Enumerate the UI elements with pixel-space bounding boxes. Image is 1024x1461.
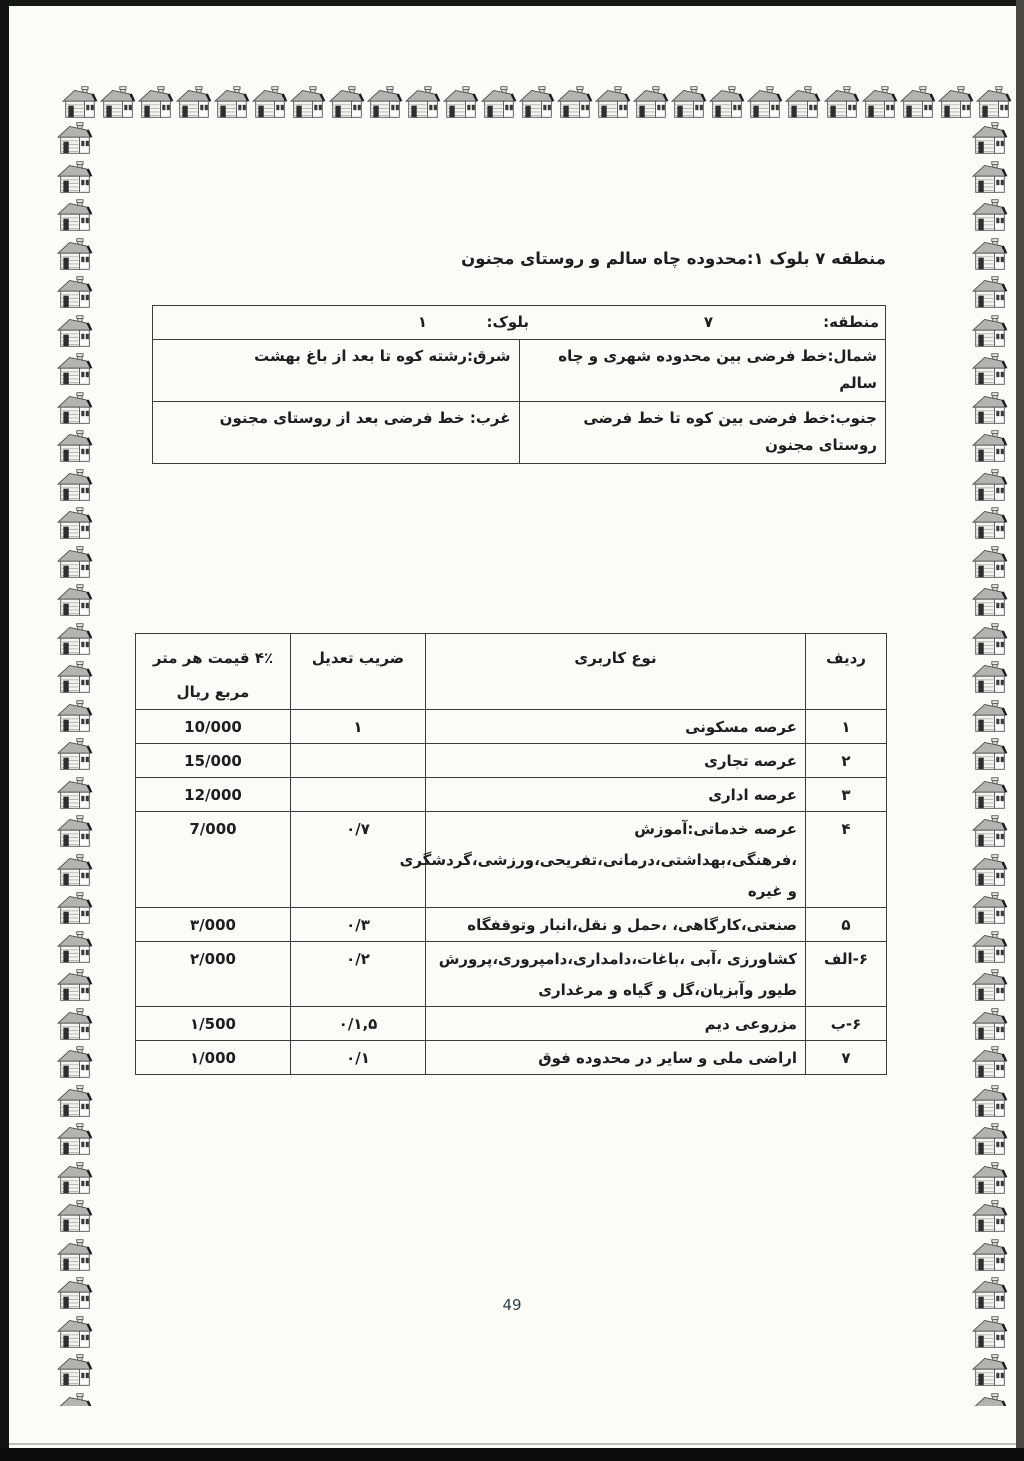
row-id-cell: ۶-ب: [806, 1007, 887, 1041]
house-icon: [57, 1354, 93, 1388]
house-icon: [57, 238, 93, 272]
house-icon: [57, 661, 93, 695]
house-icon: [972, 1162, 1008, 1196]
house-icon: [972, 430, 1008, 464]
house-icon: [57, 469, 93, 503]
house-icon: [972, 161, 1008, 195]
page-title: منطقه ۷ بلوک ۱:محدوده چاه سالم و روستای مجنون: [461, 249, 886, 268]
house-icon: [972, 507, 1008, 541]
price-cell: ۱/000: [136, 1041, 291, 1075]
row-id-cell: ۴: [806, 812, 887, 908]
house-icon: [57, 1085, 93, 1119]
table-row: [136, 812, 887, 908]
scan-edge-bottom-line: [9, 1443, 1016, 1445]
house-icon: [972, 815, 1008, 849]
house-icon: [972, 276, 1008, 310]
house-icon: [57, 1393, 93, 1407]
coefficient-cell: ۰/۱: [291, 1041, 426, 1075]
house-icon: [57, 969, 93, 1003]
house-icon: [57, 315, 93, 349]
house-icon: [595, 86, 631, 120]
row-id-cell: ۳: [806, 778, 887, 812]
table-row: [136, 710, 887, 744]
usage-cell: صنعتی،کارگاهی، ،حمل و نقل،انبار وتوقفگاه: [426, 908, 806, 942]
boundaries-table: [152, 305, 886, 464]
house-icon: [972, 469, 1008, 503]
house-icon: [176, 86, 212, 120]
usage-cell: عرصه مسکونی: [426, 710, 806, 744]
scan-edge-right: [1016, 0, 1024, 1461]
house-icon: [100, 86, 136, 120]
house-icon: [972, 584, 1008, 618]
house-icon: [557, 86, 593, 120]
table-row: [136, 942, 887, 1007]
house-icon: [976, 86, 1012, 120]
coefficient-cell: [291, 744, 426, 778]
house-icon: [972, 1316, 1008, 1350]
coefficient-cell: ۰/۳: [291, 908, 426, 942]
house-icon: [57, 584, 93, 618]
house-icon: [972, 199, 1008, 233]
house-icon: [57, 353, 93, 387]
house-icon: [972, 122, 1008, 156]
house-icon: [972, 1393, 1008, 1407]
house-icon: [57, 892, 93, 926]
house-icon: [972, 623, 1008, 657]
usage-cell: عرصه تجاری: [426, 744, 806, 778]
east-boundary-cell: شرق:رشته کوه تا بعد از باغ بهشت: [153, 340, 520, 402]
house-icon: [57, 815, 93, 849]
row-id-cell: ۲: [806, 744, 887, 778]
house-icon: [972, 1123, 1008, 1157]
row-id-cell: ۷: [806, 1041, 887, 1075]
house-icon: [290, 86, 326, 120]
house-icon: [57, 161, 93, 195]
house-icon: [329, 86, 365, 120]
coefficient-cell: ۰/۱,۵: [291, 1007, 426, 1041]
table-row: [136, 1041, 887, 1075]
west-boundary-cell: غرب: خط فرضی بعد از روستای مجنون: [153, 402, 520, 464]
house-icon: [57, 700, 93, 734]
house-icon: [972, 700, 1008, 734]
scan-edge-top: [0, 0, 1024, 6]
house-icon: [252, 86, 288, 120]
house-icon: [57, 430, 93, 464]
house-icon: [57, 1239, 93, 1273]
house-icon: [57, 507, 93, 541]
house-icon: [785, 86, 821, 120]
row-id-cell: ۶-الف: [806, 942, 887, 1007]
house-icon: [972, 353, 1008, 387]
house-icon: [57, 1162, 93, 1196]
usage-cell: کشاورزی ،آبی ،باغات،دامداری،دامپروری،پرورش طیور وآبزیان،گل و گیاه و مرغداری: [426, 942, 806, 1007]
region-label: منطقه:: [823, 313, 879, 331]
house-icon: [862, 86, 898, 120]
house-icon: [519, 86, 555, 120]
price-cell: 10/000: [136, 710, 291, 744]
coefficient-cell: [291, 778, 426, 812]
house-icon: [57, 199, 93, 233]
table-row: [136, 778, 887, 812]
house-icon: [633, 86, 669, 120]
house-icon: [972, 392, 1008, 426]
price-cell: ۱/500: [136, 1007, 291, 1041]
header-price-per-sqm: ۴٪ قیمت هر متر مربع ریال: [136, 634, 291, 710]
house-icon: [938, 86, 974, 120]
house-icon: [972, 777, 1008, 811]
house-icon: [57, 276, 93, 310]
house-icon: [57, 1316, 93, 1350]
block-value: ۱: [417, 313, 427, 331]
north-boundary-cell: شمال:خط فرضی بین محدوده شهری و چاه سالم: [519, 340, 886, 402]
house-icon: [972, 854, 1008, 888]
south-boundary-cell: جنوب:خط فرضی بین کوه تا خط فرضی روستای مجنون: [519, 402, 886, 464]
house-icon: [972, 1046, 1008, 1080]
house-icon: [57, 122, 93, 156]
house-icon: [972, 546, 1008, 580]
table-row: [136, 744, 887, 778]
house-icon: [57, 1200, 93, 1234]
house-icon: [671, 86, 707, 120]
house-icon: [405, 86, 441, 120]
house-icon: [972, 892, 1008, 926]
house-icon: [57, 392, 93, 426]
house-icon: [214, 86, 250, 120]
price-cell: ۳/000: [136, 908, 291, 942]
house-icon: [972, 738, 1008, 772]
row-id-cell: ۵: [806, 908, 887, 942]
region-value: ۷: [703, 313, 713, 331]
coefficient-cell: ۰/۷: [291, 812, 426, 908]
house-icon: [57, 546, 93, 580]
house-icon: [57, 854, 93, 888]
house-icon: [972, 1008, 1008, 1042]
table-header-row: [136, 634, 887, 710]
house-icon: [972, 238, 1008, 272]
header-usage-type: نوع کاربری: [426, 634, 806, 710]
table-row: [153, 306, 886, 340]
house-icon: [367, 86, 403, 120]
header-adjustment-coefficient: ضریب تعدیل: [291, 634, 426, 710]
page-number: 49: [502, 1296, 522, 1314]
house-border-right: [972, 122, 1016, 1406]
house-icon: [57, 738, 93, 772]
house-icon: [972, 1085, 1008, 1119]
house-icon: [709, 86, 745, 120]
house-icon: [972, 1354, 1008, 1388]
house-icon: [972, 1200, 1008, 1234]
house-icon: [747, 86, 783, 120]
house-icon: [138, 86, 174, 120]
price-cell: 15/000: [136, 744, 291, 778]
table-row: [153, 340, 886, 402]
usage-cell: عرصه اداری: [426, 778, 806, 812]
house-icon: [481, 86, 517, 120]
house-icon: [824, 86, 860, 120]
usage-cell: اراضی ملی و سایر در محدوده فوق: [426, 1041, 806, 1075]
house-icon: [972, 969, 1008, 1003]
house-icon: [900, 86, 936, 120]
table-row: [136, 908, 887, 942]
scan-edge-bottom: [0, 1448, 1024, 1461]
house-icon: [972, 1239, 1008, 1273]
house-icon: [57, 931, 93, 965]
house-icon: [62, 86, 98, 120]
block-label: بلوک:: [486, 313, 529, 331]
house-icon: [57, 777, 93, 811]
table-row: [136, 1007, 887, 1041]
house-icon: [57, 1046, 93, 1080]
house-icon: [972, 661, 1008, 695]
price-cell: 12/000: [136, 778, 291, 812]
scan-edge-left: [0, 0, 9, 1461]
house-icon: [443, 86, 479, 120]
header-radif: ردیف: [806, 634, 887, 710]
house-icon: [57, 1123, 93, 1157]
row-id-cell: ۱: [806, 710, 887, 744]
coefficient-cell: ۱: [291, 710, 426, 744]
coefficient-cell: ۰/۲: [291, 942, 426, 1007]
house-icon: [972, 315, 1008, 349]
price-table: [135, 633, 887, 1075]
price-cell: ۲/000: [136, 942, 291, 1007]
house-border-left: [57, 122, 101, 1406]
table-row: [153, 402, 886, 464]
region-block-cell: [153, 306, 886, 340]
house-icon: [972, 931, 1008, 965]
price-cell: 7/000: [136, 812, 291, 908]
usage-cell: مزروعی دیم: [426, 1007, 806, 1041]
house-icon: [57, 623, 93, 657]
house-border-top: [62, 86, 1012, 126]
usage-cell: عرصه خدماتی:آموزش ،فرهنگی،بهداشتی،درمانی،تفریحی،ورزشی،گردشگری و غیره: [426, 812, 806, 908]
house-icon: [57, 1008, 93, 1042]
